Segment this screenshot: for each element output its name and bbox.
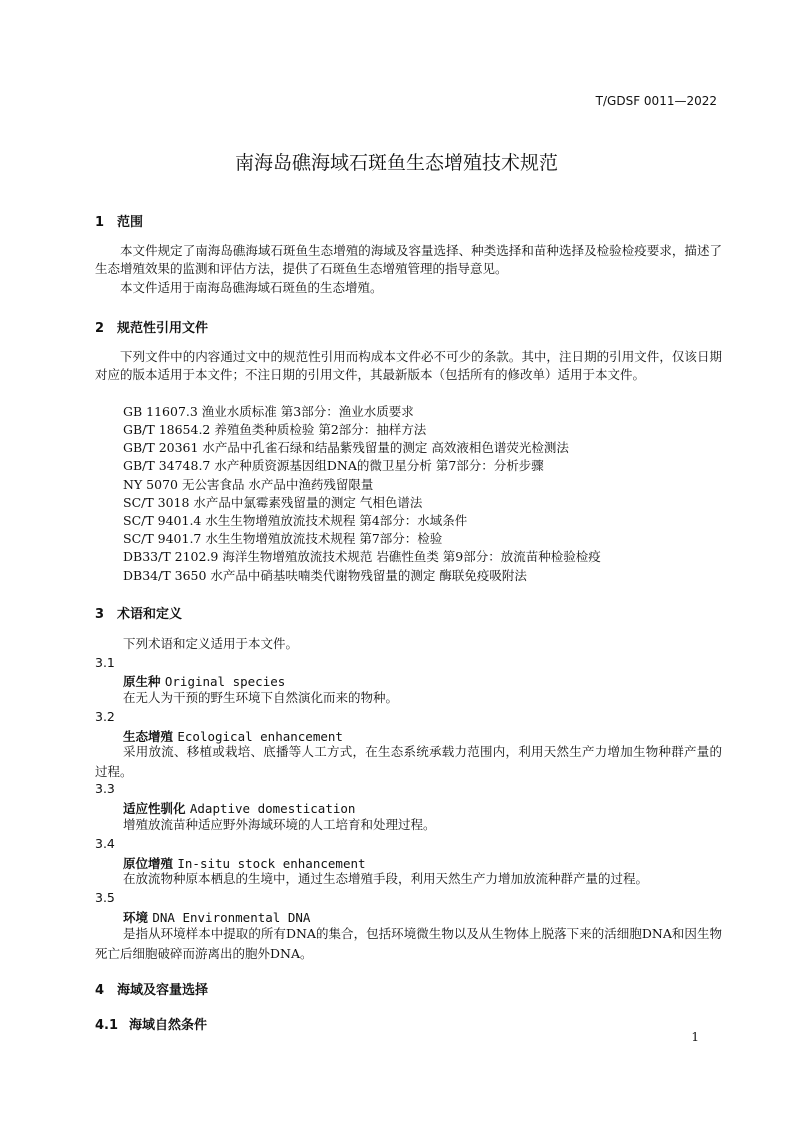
reference-item: SC/T 9401.4 水生生物增殖放流技术规程 第4部分：水域条件	[123, 513, 468, 528]
section-number: 1	[95, 215, 105, 230]
section-heading-scope	[95, 211, 143, 230]
reference-item: DB34/T 3650 水产品中硝基呋喃类代谢物残留量的测定 酶联免疫吸附法	[123, 568, 527, 583]
term-number: 3.1	[95, 655, 115, 670]
section-title: 术语和定义	[117, 607, 183, 622]
term-name-en: Original species	[164, 674, 286, 689]
term-name-zh: 生态增殖	[123, 729, 174, 744]
term-name-zh: 原生种	[123, 674, 161, 689]
term-name-zh: 原位增殖	[123, 856, 174, 871]
section-title: 规范性引用文件	[117, 321, 209, 336]
term-name-zh: 适应性驯化	[123, 801, 186, 816]
term-definition: 是指从环境样本中提取的所有DNA的集合，包括环境微生物以及从生物体上脱落下来的活细胞DNA和因生物死亡后细胞破碎而游离出的胞外DNA。	[95, 926, 722, 961]
section-number: 4	[95, 983, 105, 998]
section-heading-sea-area	[95, 979, 208, 998]
reference-item: NY 5070 无公害食品 水产品中渔药残留限量	[123, 477, 374, 492]
term-definition: 在无人为干预的野生环境下自然演化而来的物种。	[123, 690, 399, 705]
reference-item: GB/T 20361 水产品中孔雀石绿和结晶紫残留量的测定 高效液相色谱荧光检测法	[123, 440, 569, 455]
reference-item: GB/T 18654.2 养殖鱼类种质检验 第2部分：抽样方法	[123, 422, 427, 437]
reference-item: SC/T 3018 水产品中氯霉素残留量的测定 气相色谱法	[123, 495, 423, 510]
normative-refs-intro: 下列文件中的内容通过文中的规范性引用而构成本文件必不可少的条款。其中，注日期的引用文件，仅该日期对应的版本适用于本文件；不注日期的引用文件，其最新版本（包括所有的修改单）适用于本文件。	[95, 349, 722, 383]
term-number: 3.3	[95, 781, 115, 796]
term-name-en: Ecological enhancement	[177, 729, 343, 744]
term-definition: 增殖放流苗种适应野外海域环境的人工培育和处理过程。	[123, 817, 436, 832]
term-number: 3.4	[95, 836, 115, 851]
term-name-zh: 环境	[123, 910, 149, 925]
reference-item: GB/T 34748.7 水产种质资源基因组DNA的微卫星分析 第7部分：分析步骤	[123, 458, 544, 473]
terms-intro: 下列术语和定义适用于本文件。	[123, 636, 299, 651]
section-number: 2	[95, 321, 105, 336]
term-number: 3.2	[95, 709, 115, 724]
subsection-heading-natural-conditions	[95, 1014, 207, 1033]
section-title: 海域及容量选择	[117, 983, 209, 998]
reference-item: GB 11607.3 渔业水质标准 第3部分：渔业水质要求	[123, 404, 414, 419]
reference-item: DB33/T 2102.9 海洋生物增殖放流技术规范 岩礁性鱼类 第9部分：放流苗种检验检疫	[123, 549, 601, 564]
document-title: 南海岛礁海域石斑鱼生态增殖技术规范	[234, 152, 558, 174]
scope-paragraph-1: 本文件规定了南海岛礁海域石斑鱼生态增殖的海域及容量选择、种类选择和苗种选择及检验检疫要求，描述了生态增殖效果的监测和评估方法，提供了石斑鱼生态增殖管理的指导意见。	[95, 243, 722, 277]
term-definition: 采用放流、移植或栽培、底播等人工方式，在生态系统承载力范围内，利用天然生产力增加生物种群产量的过程。	[95, 744, 722, 779]
section-number: 3	[95, 607, 105, 622]
section-title: 范围	[117, 215, 144, 230]
term-name-en: In-situ stock enhancement	[177, 856, 366, 871]
term-name-en: DNA Environmental DNA	[152, 910, 311, 925]
section-heading-normative-refs	[95, 317, 208, 336]
term-number: 3.5	[95, 890, 115, 905]
subsection-number: 4.1	[95, 1018, 119, 1033]
reference-item: SC/T 9401.7 水生生物增殖放流技术规程 第7部分：检验	[123, 531, 443, 546]
section-heading-terms	[95, 603, 182, 622]
scope-paragraph-2: 本文件适用于南海岛礁海域石斑鱼的生态增殖。	[120, 280, 383, 295]
page-number: 1	[691, 1030, 699, 1044]
term-name-en: Adaptive domestication	[189, 801, 356, 816]
term-definition: 在放流物种原本栖息的生境中，通过生态增殖手段，利用天然生产力增加放流种群产量的过程。	[123, 871, 649, 886]
subsection-title: 海域自然条件	[129, 1018, 208, 1033]
document-code: T/GDSF 0011—2022	[595, 94, 717, 108]
